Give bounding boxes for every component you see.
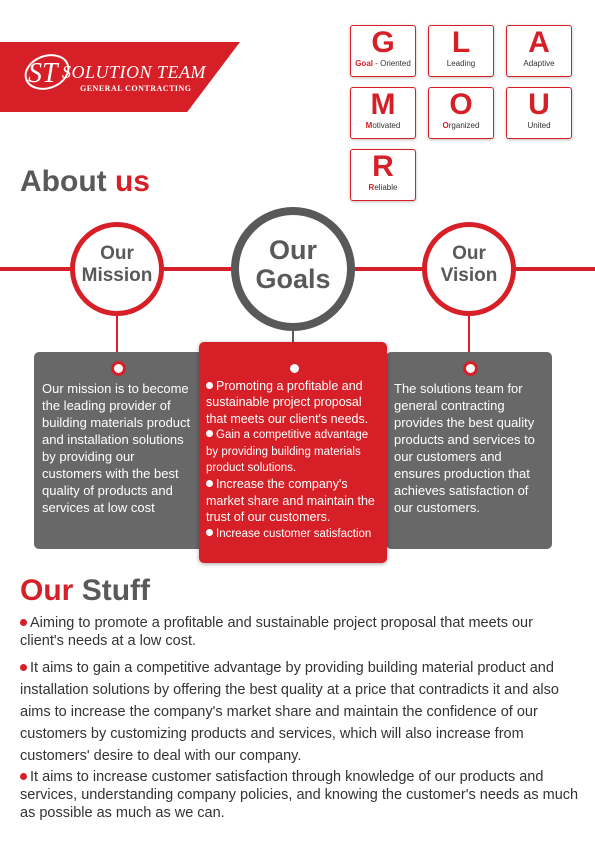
bullet-icon [206, 430, 213, 437]
value-word: Goal - Oriented [355, 59, 411, 68]
value-word: Motivated [365, 121, 401, 130]
goals-dot [287, 361, 302, 376]
vision-dot [463, 361, 478, 376]
bullet-icon [20, 773, 27, 780]
value-letter: A [528, 26, 550, 59]
company-name: SOLUTION TEAM [62, 62, 207, 82]
value-letter: O [449, 88, 473, 121]
value-letter: L [451, 26, 471, 59]
value-letter: R [372, 150, 394, 183]
company-subtitle: GENERAL CONTRACTING [80, 84, 192, 93]
bullet-icon [206, 529, 213, 536]
goals-circle: Our Goals [231, 207, 355, 331]
logo-monogram: ST [28, 58, 58, 89]
value-tile-motivated [350, 87, 416, 139]
stuff-paragraph-1: Aiming to promote a profitable and sustainable project proposal that meets our client's needs at a low cost. [20, 615, 533, 649]
bullet-icon [20, 664, 27, 671]
about-us-heading: About us [20, 165, 150, 198]
value-word: United [527, 121, 551, 130]
value-word: Adaptive [523, 59, 555, 68]
value-word: Organized [442, 121, 480, 130]
value-word: Reliable [368, 183, 398, 192]
goal-item: Promoting a profitable and sustainable project proposal that meets our client's needs. [206, 379, 369, 426]
bullet-icon [20, 619, 27, 626]
value-tile-leading [428, 25, 494, 77]
goal-item: Gain a competitive advantage by providing building materials product solutions. [206, 429, 369, 475]
value-tile-adaptive [506, 25, 572, 77]
mission-text: Our mission is to become the leading provider of building materials product and installation solutions by providing our customers with the best quality of products and services at low cost [42, 381, 191, 515]
stuff-paragraph-3: It aims to increase customer satisfaction through knowledge of our products and services, understanding company policies, and knowing the customer's needs as much as possible as much as we can. [20, 769, 579, 821]
value-letter: U [528, 88, 550, 121]
our-stuff-heading: Our Stuff [20, 574, 150, 607]
vision-card [386, 352, 552, 549]
value-word: Leading [446, 59, 476, 68]
goal-item: Increase customer satisfaction [206, 526, 383, 542]
mission-circle: Our Mission [70, 222, 164, 316]
goal-item: Increase the company's market share and maintain the trust of our customers. [206, 477, 375, 525]
bullet-icon [206, 480, 213, 487]
bullet-icon [206, 382, 213, 389]
value-letter: G [371, 26, 395, 59]
mission-card [34, 352, 204, 549]
stuff-paragraph-2: It aims to gain a competitive advantage by providing building material product and installation solutions by offering the best quality at a price that contradicts it and also aims to increase the company's market share and maintain the confidence of our customers by customizing products and services, which will also increase from customers' desire to deal with our company. [20, 660, 559, 764]
value-tile-reliable [350, 149, 416, 201]
mission-dot [111, 361, 126, 376]
value-tile-goal-oriented [350, 25, 416, 77]
vision-text: The solutions team for general contracting provides the best quality products and services to our customers and ensures production that achieves satisfaction of our customers. [394, 381, 535, 515]
value-tile-organized [428, 87, 494, 139]
value-letter: M [370, 88, 396, 121]
value-tile-united [506, 87, 572, 139]
vision-circle: Our Vision [422, 222, 516, 316]
